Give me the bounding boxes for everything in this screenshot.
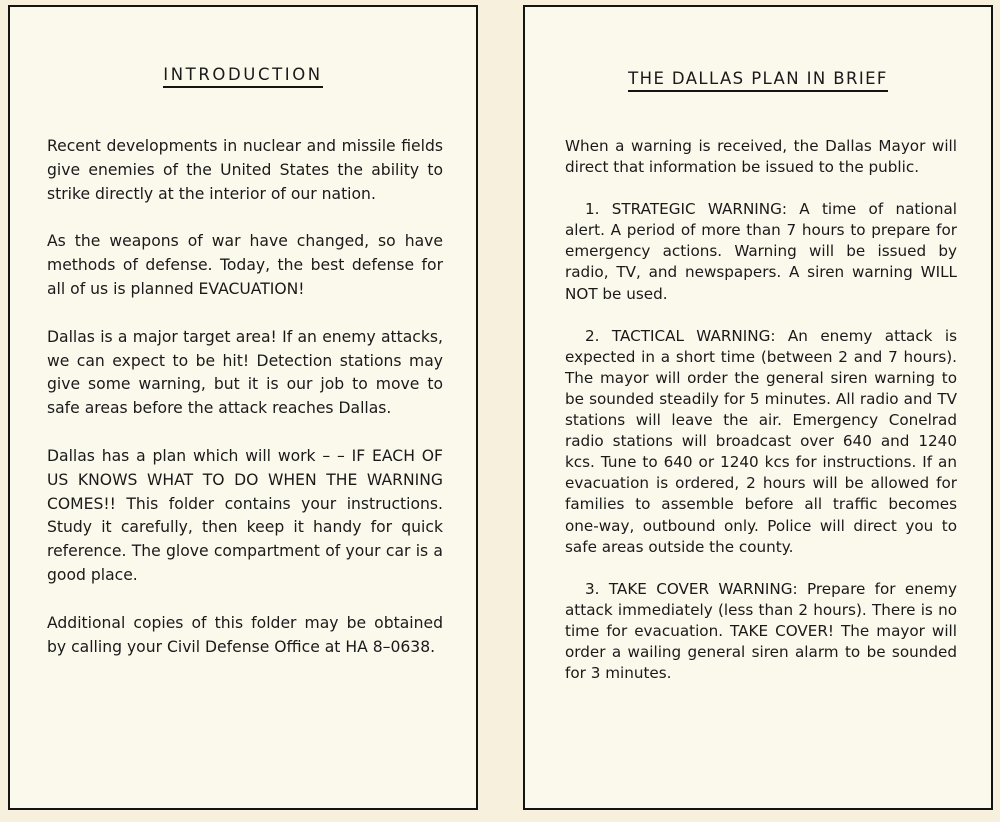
- plan-panel: [523, 5, 993, 810]
- plan-heading: [525, 69, 991, 92]
- strategic-warning: 1. STRATEGIC WARNING: A time of national alert. A period of more than 7 hours to prepare for emergency actions. Warning will be issued by radio, TV, and newspapers. A siren warning WILL NOT be used.: [565, 200, 957, 303]
- introduction-title: INTRODUCTION: [163, 65, 323, 88]
- intro-paragraph-4: Dallas has a plan which will work – – IF EACH OF US KNOWS WHAT TO DO WHEN THE WARNING COMES!! This folder contains your instructions. Study it carefully, then keep it handy for quick reference. The glove compartment of your car is a good place.: [47, 446, 443, 584]
- tactical-warning: 2. TACTICAL WARNING: An enemy attack is expected in a short time (between 2 and 7 hours). The mayor will order the general siren warning to be sounded steadily for 5 minutes. All radio and TV stations will leave the air. Emergency Conelrad radio stations will broadcast over 640 and 1240 kcs. Tune to 640 or 1240 kcs for instructions. If an evacuation is ordered, 2 hours will be allowed for families to assemble before all traffic becomes one-way, outbound only. Police will direct you to safe areas outside the county.: [565, 326, 957, 556]
- intro-paragraph-5: Additional copies of this folder may be obtained by calling your Civil Defense Office at HA 8–0638.: [47, 613, 443, 656]
- introduction-panel: [8, 5, 478, 810]
- introduction-body: [47, 135, 443, 683]
- intro-paragraph-1: Recent developments in nuclear and missile fields give enemies of the United States the ability to strike directly at the interior of our nation.: [47, 137, 443, 203]
- intro-paragraph-2: As the weapons of war have changed, so have methods of defense. Today, the best defense for all of us is planned EVACUATION!: [47, 232, 443, 298]
- introduction-heading: [10, 65, 476, 88]
- plan-title: THE DALLAS PLAN IN BRIEF: [628, 69, 888, 92]
- plan-body: [565, 136, 957, 705]
- intro-paragraph-3: Dallas is a major target area! If an enemy attacks, we can expect to be hit! Detection stations may give some warning, but it is our job to move to safe areas before the attack reaches Dallas.: [47, 327, 443, 418]
- take-cover-warning: 3. TAKE COVER WARNING: Prepare for enemy attack immediately (less than 2 hours). There is no time for evacuation. TAKE COVER! The mayor will order a wailing general siren alarm to be sounded for 3 minutes.: [565, 579, 957, 683]
- plan-intro: When a warning is received, the Dallas Mayor will direct that information be issued to the public.: [565, 137, 957, 177]
